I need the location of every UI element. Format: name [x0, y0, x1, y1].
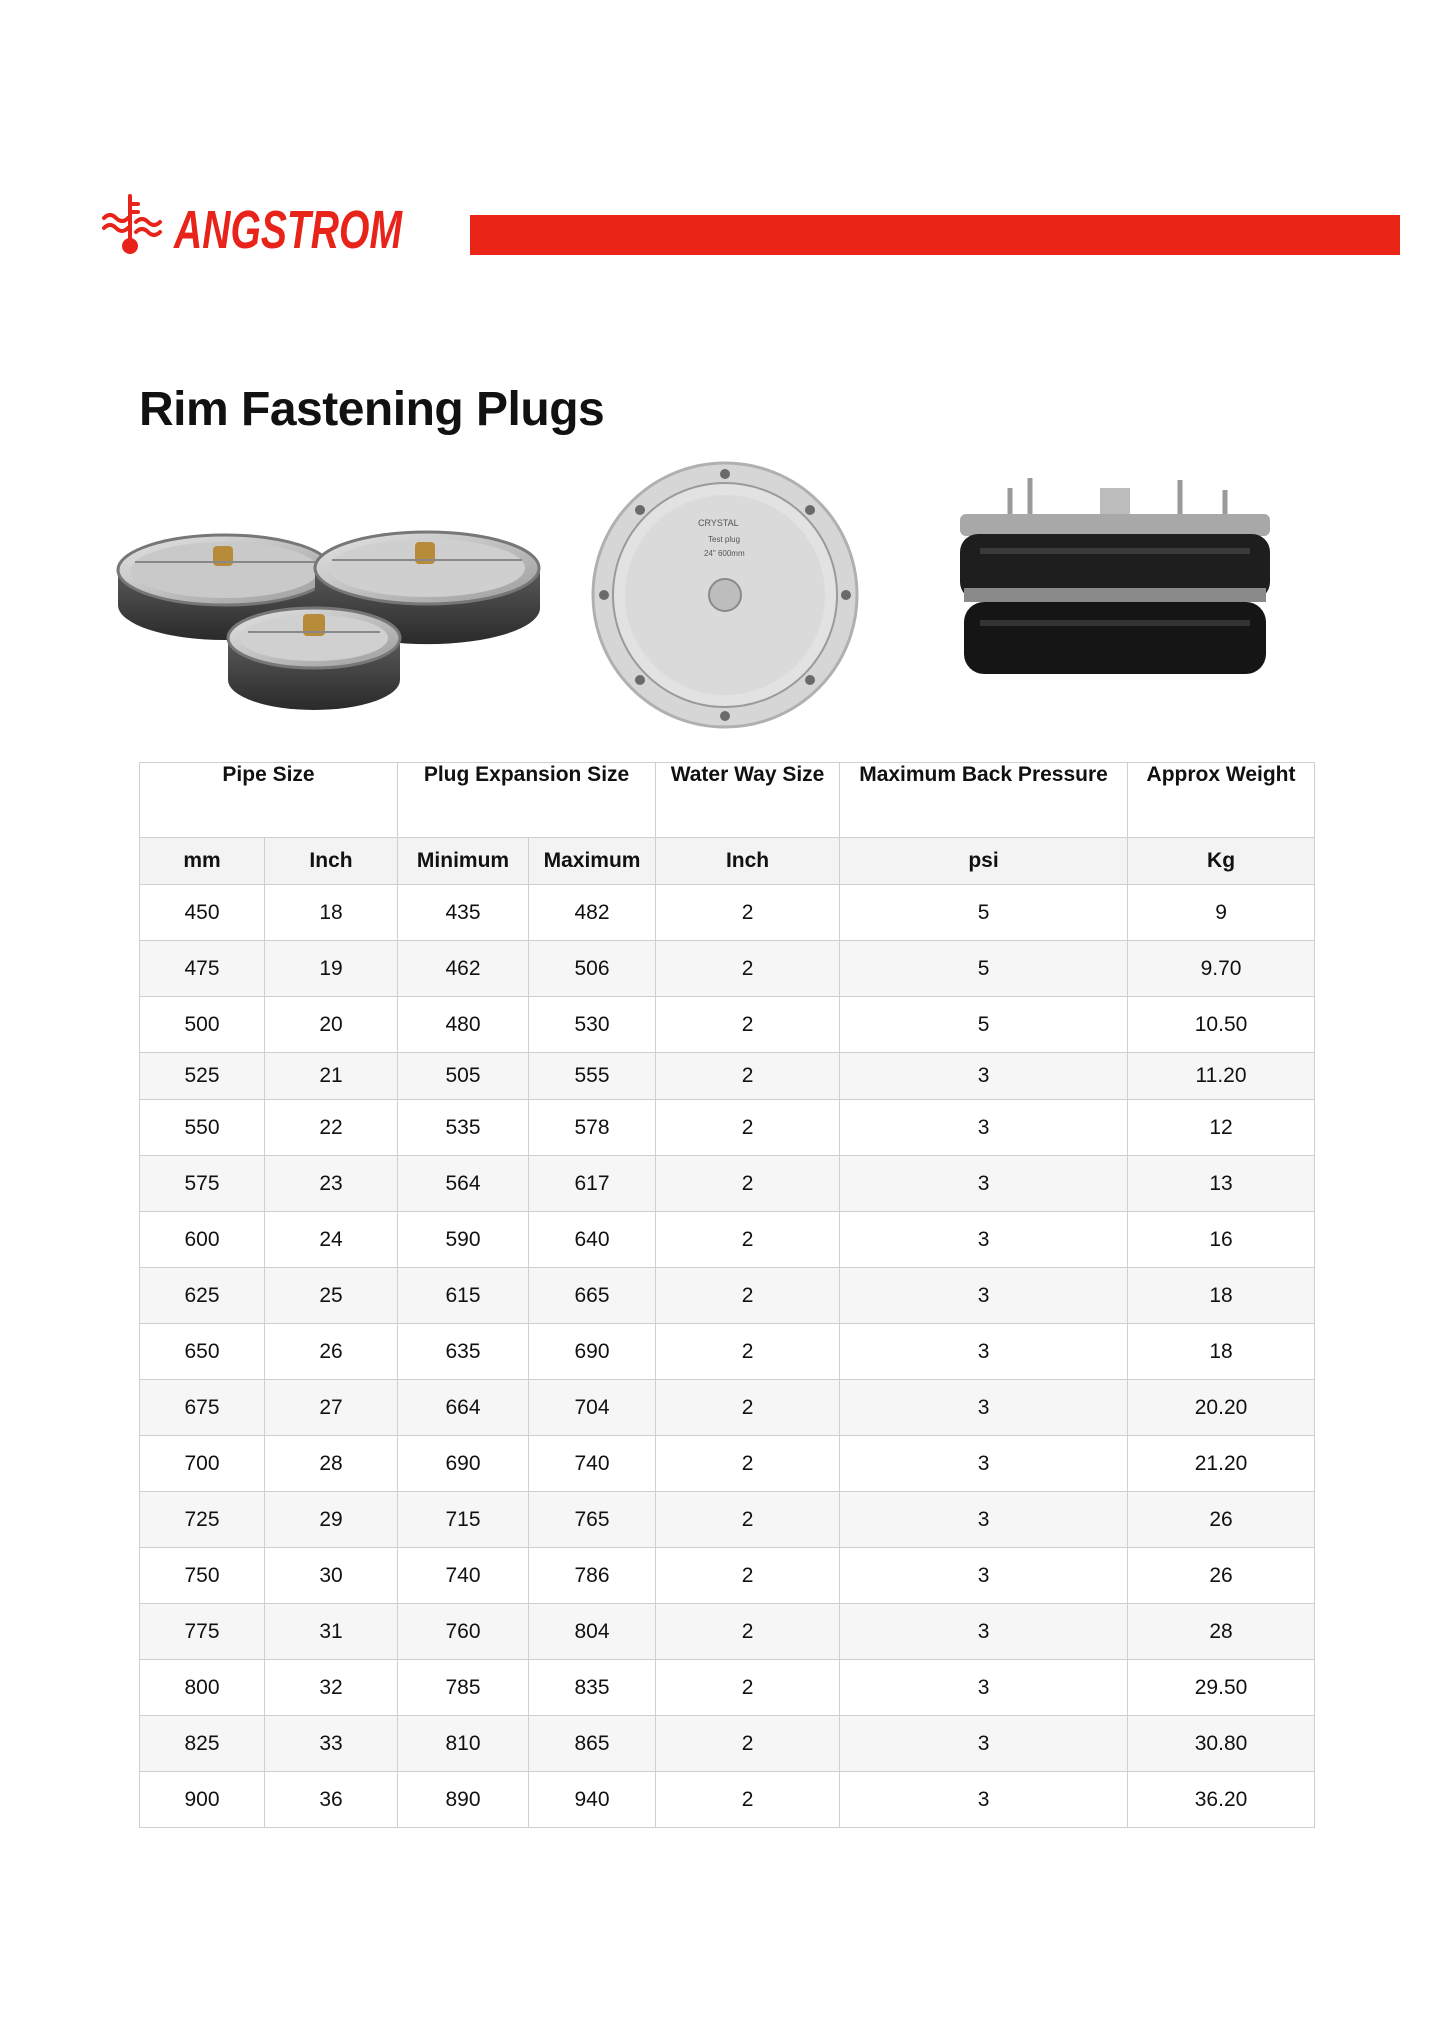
- cell-weight-kg: 36.20: [1128, 1772, 1315, 1828]
- cell-expansion-min: 535: [398, 1100, 529, 1156]
- cell-pipe-mm: 825: [140, 1716, 265, 1772]
- cell-back-pressure-psi: 3: [840, 1268, 1128, 1324]
- cell-pipe-inch: 29: [265, 1492, 398, 1548]
- cell-back-pressure-psi: 3: [840, 1212, 1128, 1268]
- cell-pipe-mm: 550: [140, 1100, 265, 1156]
- cell-pipe-inch: 33: [265, 1716, 398, 1772]
- cell-expansion-min: 590: [398, 1212, 529, 1268]
- subheader-mm: mm: [140, 838, 265, 885]
- table-row: [140, 1548, 1315, 1604]
- cell-pipe-inch: 22: [265, 1100, 398, 1156]
- cell-weight-kg: 20.20: [1128, 1380, 1315, 1436]
- plug-label-line-3: 24" 600mm: [704, 549, 745, 558]
- cell-pipe-inch: 31: [265, 1604, 398, 1660]
- cell-pipe-inch: 26: [265, 1324, 398, 1380]
- cell-waterway-inch: 2: [656, 1156, 840, 1212]
- cell-expansion-max: 740: [529, 1436, 656, 1492]
- cell-pipe-mm: 800: [140, 1660, 265, 1716]
- cell-back-pressure-psi: 3: [840, 1772, 1128, 1828]
- table-row: [140, 1604, 1315, 1660]
- cell-expansion-min: 740: [398, 1548, 529, 1604]
- page-title: Rim Fastening Plugs: [139, 383, 605, 436]
- cell-expansion-max: 940: [529, 1772, 656, 1828]
- cell-pipe-mm: 900: [140, 1772, 265, 1828]
- cell-waterway-inch: 2: [656, 997, 840, 1053]
- cell-expansion-max: 578: [529, 1100, 656, 1156]
- cell-waterway-inch: 2: [656, 885, 840, 941]
- cell-expansion-min: 715: [398, 1492, 529, 1548]
- cell-expansion-max: 482: [529, 885, 656, 941]
- cell-pipe-inch: 28: [265, 1436, 398, 1492]
- cell-waterway-inch: 2: [656, 1716, 840, 1772]
- header-maximum-back-pressure: Maximum Back Pressure: [840, 763, 1128, 838]
- cell-back-pressure-psi: 3: [840, 1492, 1128, 1548]
- cell-waterway-inch: 2: [656, 1268, 840, 1324]
- subheader-inch: Inch: [265, 838, 398, 885]
- cell-pipe-mm: 575: [140, 1156, 265, 1212]
- thermometer-waves-icon: [104, 196, 160, 252]
- cell-pipe-mm: 725: [140, 1492, 265, 1548]
- specification-table-body: [140, 885, 1315, 1828]
- cell-expansion-min: 435: [398, 885, 529, 941]
- table-row: [140, 1100, 1315, 1156]
- cell-pipe-mm: 675: [140, 1380, 265, 1436]
- cell-expansion-min: 505: [398, 1053, 529, 1100]
- cell-weight-kg: 29.50: [1128, 1660, 1315, 1716]
- cell-back-pressure-psi: 3: [840, 1604, 1128, 1660]
- table-row: [140, 1156, 1315, 1212]
- cell-expansion-max: 530: [529, 997, 656, 1053]
- rim-plugs-group-photo: [110, 520, 560, 730]
- cell-expansion-min: 462: [398, 941, 529, 997]
- cell-pipe-inch: 25: [265, 1268, 398, 1324]
- cell-expansion-max: 690: [529, 1324, 656, 1380]
- cell-weight-kg: 21.20: [1128, 1436, 1315, 1492]
- cell-waterway-inch: 2: [656, 1324, 840, 1380]
- cell-waterway-inch: 2: [656, 1604, 840, 1660]
- table-row: [140, 1716, 1315, 1772]
- header-plug-expansion-size: Plug Expansion Size: [398, 763, 656, 838]
- cell-weight-kg: 12: [1128, 1100, 1315, 1156]
- cell-waterway-inch: 2: [656, 1053, 840, 1100]
- cell-weight-kg: 10.50: [1128, 997, 1315, 1053]
- table-row: [140, 941, 1315, 997]
- plug-label-line-1: CRYSTAL: [698, 518, 739, 528]
- cell-waterway-inch: 2: [656, 1772, 840, 1828]
- table-row: [140, 885, 1315, 941]
- rim-plug-front-photo: [580, 460, 870, 730]
- cell-weight-kg: 26: [1128, 1492, 1315, 1548]
- cell-expansion-max: 506: [529, 941, 656, 997]
- cell-back-pressure-psi: 3: [840, 1436, 1128, 1492]
- cell-pipe-inch: 30: [265, 1548, 398, 1604]
- cell-waterway-inch: 2: [656, 1380, 840, 1436]
- cell-expansion-max: 704: [529, 1380, 656, 1436]
- cell-weight-kg: 26: [1128, 1548, 1315, 1604]
- cell-weight-kg: 11.20: [1128, 1053, 1315, 1100]
- header-accent-bar: [470, 215, 1400, 255]
- cell-waterway-inch: 2: [656, 941, 840, 997]
- header-water-way-size: Water Way Size: [656, 763, 840, 838]
- cell-weight-kg: 9.70: [1128, 941, 1315, 997]
- cell-pipe-mm: 525: [140, 1053, 265, 1100]
- cell-waterway-inch: 2: [656, 1212, 840, 1268]
- table-row: [140, 1324, 1315, 1380]
- table-row: [140, 1212, 1315, 1268]
- cell-pipe-mm: 450: [140, 885, 265, 941]
- cell-pipe-mm: 700: [140, 1436, 265, 1492]
- specification-table: [139, 762, 1315, 1828]
- cell-expansion-max: 804: [529, 1604, 656, 1660]
- cell-pipe-inch: 36: [265, 1772, 398, 1828]
- cell-expansion-max: 617: [529, 1156, 656, 1212]
- table-row: [140, 1380, 1315, 1436]
- cell-weight-kg: 18: [1128, 1324, 1315, 1380]
- cell-pipe-mm: 650: [140, 1324, 265, 1380]
- angstrom-logo: [100, 190, 410, 260]
- cell-weight-kg: 13: [1128, 1156, 1315, 1212]
- cell-back-pressure-psi: 5: [840, 941, 1128, 997]
- brand-name: ANGSTROM: [172, 200, 403, 260]
- cell-back-pressure-psi: 3: [840, 1053, 1128, 1100]
- cell-pipe-mm: 625: [140, 1268, 265, 1324]
- cell-waterway-inch: 2: [656, 1436, 840, 1492]
- cell-pipe-mm: 750: [140, 1548, 265, 1604]
- subheader-minimum: Minimum: [398, 838, 529, 885]
- table-row: [140, 997, 1315, 1053]
- table-row: [140, 1053, 1315, 1100]
- cell-back-pressure-psi: 3: [840, 1660, 1128, 1716]
- cell-waterway-inch: 2: [656, 1492, 840, 1548]
- subheader-waterway-inch: Inch: [656, 838, 840, 885]
- cell-back-pressure-psi: 3: [840, 1548, 1128, 1604]
- cell-pipe-mm: 775: [140, 1604, 265, 1660]
- cell-expansion-max: 640: [529, 1212, 656, 1268]
- cell-pipe-inch: 21: [265, 1053, 398, 1100]
- header-pipe-size: Pipe Size: [140, 763, 398, 838]
- table-row: [140, 1492, 1315, 1548]
- plug-label-line-2: Test plug: [708, 535, 741, 544]
- header-approx-weight: Approx Weight: [1128, 763, 1315, 838]
- cell-expansion-min: 615: [398, 1268, 529, 1324]
- cell-weight-kg: 28: [1128, 1604, 1315, 1660]
- subheader-kg: Kg: [1128, 838, 1315, 885]
- subheader-maximum: Maximum: [529, 838, 656, 885]
- cell-back-pressure-psi: 3: [840, 1380, 1128, 1436]
- cell-pipe-inch: 19: [265, 941, 398, 997]
- cell-waterway-inch: 2: [656, 1100, 840, 1156]
- cell-pipe-inch: 32: [265, 1660, 398, 1716]
- cell-pipe-mm: 475: [140, 941, 265, 997]
- cell-weight-kg: 9: [1128, 885, 1315, 941]
- brand-logo-graphic: [100, 190, 410, 260]
- cell-expansion-min: 890: [398, 1772, 529, 1828]
- cell-back-pressure-psi: 3: [840, 1324, 1128, 1380]
- cell-weight-kg: 16: [1128, 1212, 1315, 1268]
- cell-expansion-min: 690: [398, 1436, 529, 1492]
- cell-expansion-min: 564: [398, 1156, 529, 1212]
- cell-expansion-max: 665: [529, 1268, 656, 1324]
- cell-expansion-min: 810: [398, 1716, 529, 1772]
- cell-expansion-min: 785: [398, 1660, 529, 1716]
- table-row: [140, 1436, 1315, 1492]
- cell-back-pressure-psi: 3: [840, 1716, 1128, 1772]
- cell-expansion-max: 835: [529, 1660, 656, 1716]
- cell-pipe-inch: 27: [265, 1380, 398, 1436]
- cell-waterway-inch: 2: [656, 1660, 840, 1716]
- cell-pipe-mm: 500: [140, 997, 265, 1053]
- cell-back-pressure-psi: 3: [840, 1100, 1128, 1156]
- cell-pipe-inch: 18: [265, 885, 398, 941]
- cell-pipe-inch: 24: [265, 1212, 398, 1268]
- cell-expansion-max: 786: [529, 1548, 656, 1604]
- cell-expansion-min: 635: [398, 1324, 529, 1380]
- cell-expansion-max: 765: [529, 1492, 656, 1548]
- cell-expansion-min: 664: [398, 1380, 529, 1436]
- cell-expansion-min: 760: [398, 1604, 529, 1660]
- table-row: [140, 1660, 1315, 1716]
- cell-pipe-mm: 600: [140, 1212, 265, 1268]
- cell-waterway-inch: 2: [656, 1548, 840, 1604]
- cell-expansion-max: 555: [529, 1053, 656, 1100]
- cell-back-pressure-psi: 5: [840, 885, 1128, 941]
- cell-back-pressure-psi: 3: [840, 1156, 1128, 1212]
- cell-back-pressure-psi: 5: [840, 997, 1128, 1053]
- cell-expansion-min: 480: [398, 997, 529, 1053]
- cell-weight-kg: 18: [1128, 1268, 1315, 1324]
- cell-pipe-inch: 20: [265, 997, 398, 1053]
- cell-expansion-max: 865: [529, 1716, 656, 1772]
- table-row: [140, 1268, 1315, 1324]
- cell-weight-kg: 30.80: [1128, 1716, 1315, 1772]
- cell-pipe-inch: 23: [265, 1156, 398, 1212]
- subheader-psi: psi: [840, 838, 1128, 885]
- table-row: [140, 1772, 1315, 1828]
- rim-plug-side-photo: [950, 460, 1280, 690]
